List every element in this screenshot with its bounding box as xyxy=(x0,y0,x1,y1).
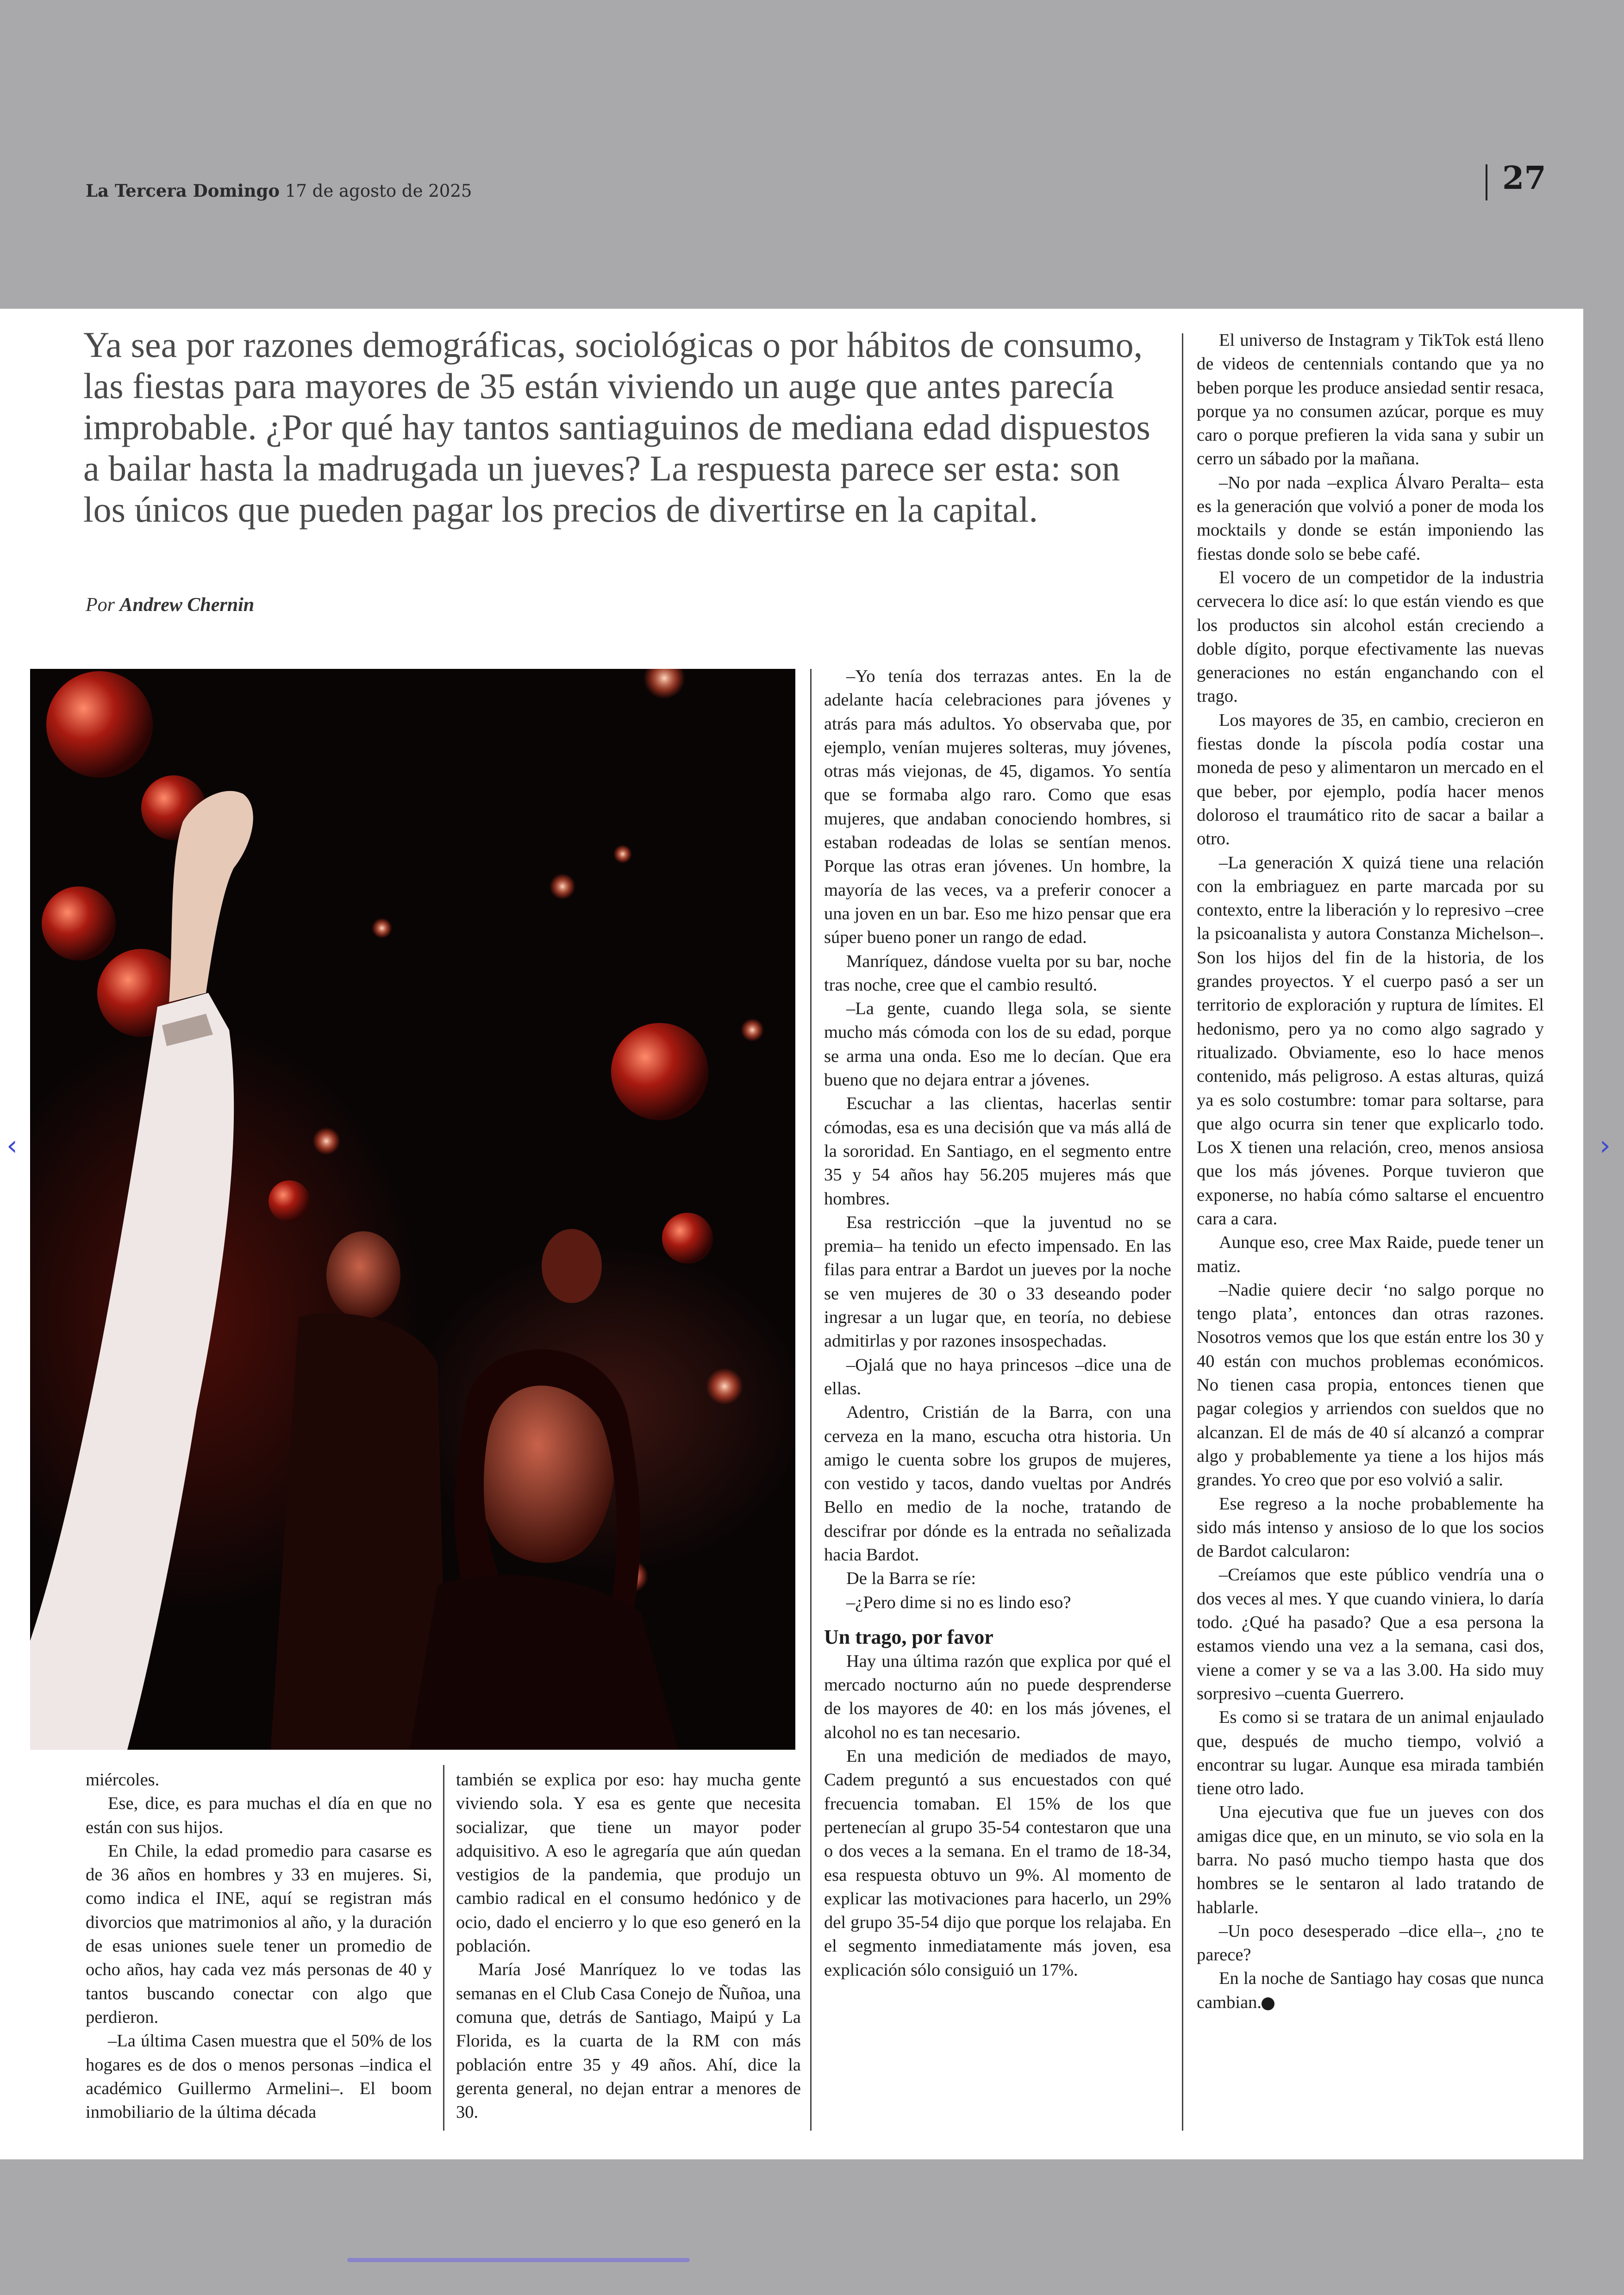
chevron-left-icon: ‹ xyxy=(6,1129,18,1162)
paragraph: –La generación X quizá tiene una relación con la embriaguez en parte marcada por su contexto, entre la liberación y lo represivo –cree la psicoanalista y autora Constanza Michelson–. Son los hijos del fin de la historia, de los grandes proyectos. Y el cuerpo pasó a ser un territorio de exploración y ruptura de límites. El hedonismo, pero ya no como algo sagrado y ritualizado. Obviamente, eso lo hace menos contenido, más peligroso. A estas alturas, quizá ya es solo costumbre: tomar para soltarse, para que algo ocurra sin tener que explicarlo todo. Los X tienen una relación, creo, menos ansiosa que los más jóvenes. Porque tuvieron que exponerse, no había cómo saltarse el encuentro cara a cara. xyxy=(1197,853,1544,1229)
paragraph: Manríquez, dándose vuelta por su bar, noche tras noche, cree que el cambio resultó. xyxy=(824,951,1171,995)
paragraph: Hay una última razón que explica por qué el mercado nocturno aún no puede desprenderse de los mayores de 40: en los más jóvenes, el alcohol no es tan necesario. xyxy=(824,1651,1171,1742)
paragraph: Adentro, Cristián de la Barra, con una cerveza en la mano, escucha otra historia. Un amigo le cuenta sobre los grupos de mujeres, con vestido y tacos, dando vueltas por Andrés Bello en medio de la noche, tratando de descifrar por dónde es la entrada no señalizada hacia Bardot. xyxy=(824,1403,1171,1565)
paragraph: también se explica por eso: hay mucha gente viviendo sola. Y esa es gente que necesita socializar, que tiene un mayor poder adquisitivo. A eso le agregaría que aún quedan vestigios de la pandemia, que produjo un cambio radical en el consumo hedónico y de ocio, dado el encierro y lo que eso generó en la población. xyxy=(456,1770,801,1956)
paragraph: –La gente, cuando llega sola, se siente mucho más cómoda con los de su edad, porque se arma una onda. Eso me lo decían. Que era bueno que no dejara entrar a jóvenes. xyxy=(824,999,1171,1090)
paragraph: –Yo tenía dos terrazas antes. En la de adelante hacía celebraciones para jóvenes y atrás para más adultos. Yo observaba que, por ejemplo, venían mujeres solteras, muy jóvenes, otras más viejonas, de 45, digamos. Yo sentía que se formaba algo raro. Como que esas mujeres, que andaban conociendo hombres, si estaban rodeadas de lolas se sentían menos. Porque las otras eran jóvenes. Un hombre, la mayoría de las veces, va a preferir conocer a una joven en un bar. Eso me hizo pensar que era súper bueno poner un rango de edad. xyxy=(824,667,1171,948)
paragraph: miércoles. xyxy=(86,1770,160,1790)
paragraph: Esa restricción –que la juventud no se premia– ha tenido un efecto impensado. En las filas para entrar a Bardot un jueves por la noche se ven mujeres de 30 o 33 deseando poder ingresar a un lugar que, en teoría, no debiese admitirlas y por razones insospechadas. xyxy=(824,1212,1171,1351)
paragraph: Aunque eso, cree Max Raide, puede tener un matiz. xyxy=(1197,1233,1544,1276)
chevron-right-icon: › xyxy=(1599,1129,1611,1162)
next-page-button[interactable] xyxy=(1599,1129,1611,1162)
paragraph: En una medición de mediados de mayo, Cadem preguntó a sus encuestados con qué frecuencia tomaban. El 15% de los que pertenecían al grupo 35-54 contestaron que una o dos veces a la semana. En el tramo de 18-34, esa respuesta obtuvo un 9%. Al momento de explicar las motivaciones para hacerlo, un 29% del grupo 35-54 dijo que porque los relajaba. En el segmento inmediatamente más joven, esa explicación sólo consiguió un 17%. xyxy=(824,1746,1171,1980)
prev-page-button[interactable] xyxy=(6,1129,18,1162)
article-column-1 xyxy=(86,1768,432,2124)
paragraph: Es como si se tratara de un animal enjaulado que, después de mucho tiempo, volvió a encontrar su lugar. Aunque esa mirada también tiene otro lado. xyxy=(1197,1708,1544,1799)
issue-date: 17 de agosto de 2025 xyxy=(285,181,472,201)
paragraph: –Nadie quiere decir ‘no salgo porque no tengo plata’, entonces dan otras razones. Nosotros vemos que los que están entre los 30 y 40 están con muchos problemas económicos. No tienen casa propia, entonces tienen que pagar colegios y arriendos con sueldos que no alcanzan. El de más de 40 sí alcanzó a comprar algo y probablemente ya tiene a los hijos más grandes. Yo creo que por eso volvió a salir. xyxy=(1197,1280,1544,1490)
column-rule xyxy=(1182,333,1183,2131)
paragraph-final xyxy=(1197,1967,1544,2014)
paragraph: –Un poco desesperado –dice ella–, ¿no te parece? xyxy=(1197,1921,1544,1965)
page-number-divider xyxy=(1486,164,1487,200)
paragraph: Los mayores de 35, en cambio, crecieron en fiestas donde la píscola podía costar una moneda de peso y alimentaron un mercado en el que beber, por ejemplo, podía hacer menos doloroso el traumático rito de sacar a bailar a otro. xyxy=(1197,710,1544,849)
paragraph: María José Manríquez lo ve todas las semanas en el Club Casa Conejo de Ñuñoa, una comuna que, detrás de Santiago, Maipú y La Florida, es la cuarta de la RM con más población entre 35 y 49 años. Ahí, dice la gerenta general, no dejan entrar a menores de 30. xyxy=(456,1960,801,2122)
paragraph: De la Barra se ríe: xyxy=(846,1569,976,1589)
paragraph: El vocero de un competidor de la industria cervecera lo dice así: lo que están viendo es que los productos sin alcohol están creciendo a doble dígito, porque efectivamente las nuevas generaciones no están enganchando con el trago. xyxy=(1197,568,1544,706)
brand-name: La Tercera Domingo xyxy=(86,181,280,201)
paragraph: –¿Pero dime si no es lindo eso? xyxy=(846,1592,1071,1612)
page-scroll-indicator[interactable] xyxy=(347,2258,690,2262)
paragraph: –La última Casen muestra que el 50% de los hogares es de dos o menos personas –indica el académico Guillermo Armelini–. El boom inmobiliario de la última década xyxy=(86,2031,432,2122)
subhead: Un trago, por favor xyxy=(824,1625,993,1648)
paragraph: El universo de Instagram y TikTok está lleno de videos de centennials contando que ya no beben porque les produce ansiedad sentir resaca, porque ya no consumen azúcar, porque es muy caro o porque prefieren la vida sana y subir un cerro un sábado por la mañana. xyxy=(1197,331,1544,469)
column-rule xyxy=(443,1765,444,2131)
final-sentence: En la noche de Santiago hay cosas que nunca cambian. xyxy=(1197,1969,1544,2012)
paragraph: Una ejecutiva que fue un jueves con dos amigas dice que, en un minuto, se vio sola en la barra. No pasó mucho tiempo hasta que dos hombres se le sentaron al lado tratando de hablarle. xyxy=(1197,1802,1544,1917)
party-scene-illustration xyxy=(30,669,795,1750)
paragraph: Escuchar a las clientas, hacerlas sentir cómodas, esa es una decisión que va más allá de la sororidad. En Santiago, en el segmento entre 35 y 54 años hay 56.205 mujeres más que hombres. xyxy=(824,1094,1171,1209)
paragraph: Ese, dice, es para muchas el día en que no están con sus hijos. xyxy=(86,1794,432,1837)
page-number: 27 xyxy=(1502,160,1546,197)
masthead xyxy=(86,181,472,201)
article-column-2 xyxy=(456,1768,801,2124)
paragraph: En Chile, la edad promedio para casarse es de 36 años en hombres y 33 en mujeres. Si, como indica el INE, aquí se registran más divorcios que matrimonios al año, y la duración de esas uniones suele tener un promedio de ocho años, hay cada vez más personas de 40 y tantos buscando conectar con algo que perdieron. xyxy=(86,1841,432,2027)
paragraph: –Creíamos que este público vendría una o dos veces al mes. Y que cuando viniera, lo daría todo. ¿Qué ha pasado? Que a esa persona la estamos viendo una vez a la semana, casi dos, viene a comer y se va a las 3.00. Ha sido muy sorpresivo –cuenta Guerrero. xyxy=(1197,1565,1544,1703)
paragraph: Ese regreso a la noche probablemente ha sido más intenso y ansioso de lo que los socios de Bardot calcularon: xyxy=(1197,1494,1544,1561)
article-photo xyxy=(30,669,795,1750)
column-rule xyxy=(810,669,812,2131)
article-column-4 xyxy=(1197,329,1544,2014)
end-mark-icon xyxy=(1262,1997,1274,2010)
byline-author: Andrew Chernin xyxy=(119,594,255,616)
byline-prefix: Por xyxy=(86,594,115,616)
article-column-3 xyxy=(824,665,1171,1982)
article-dek: Ya sea por razones demográficas, sociológicas o por hábitos de consumo, las fiestas para mayores de 35 están viviendo un auge que antes parecía improbable. ¿Por qué hay tantos santiaguinos de mediana edad dispuestos a bailar hasta la madrugada un jueves? La respuesta parece ser esta: son los únicos que pueden pagar los precios de divertirse en la capital. xyxy=(83,324,1150,530)
paragraph: –No por nada –explica Álvaro Peralta– esta es la generación que volvió a poner de moda los mocktails y donde se están imponiendo las fiestas donde solo se bebe café. xyxy=(1197,473,1544,564)
paragraph: –Ojalá que no haya princesos –dice una de ellas. xyxy=(824,1355,1171,1398)
byline xyxy=(86,594,254,616)
